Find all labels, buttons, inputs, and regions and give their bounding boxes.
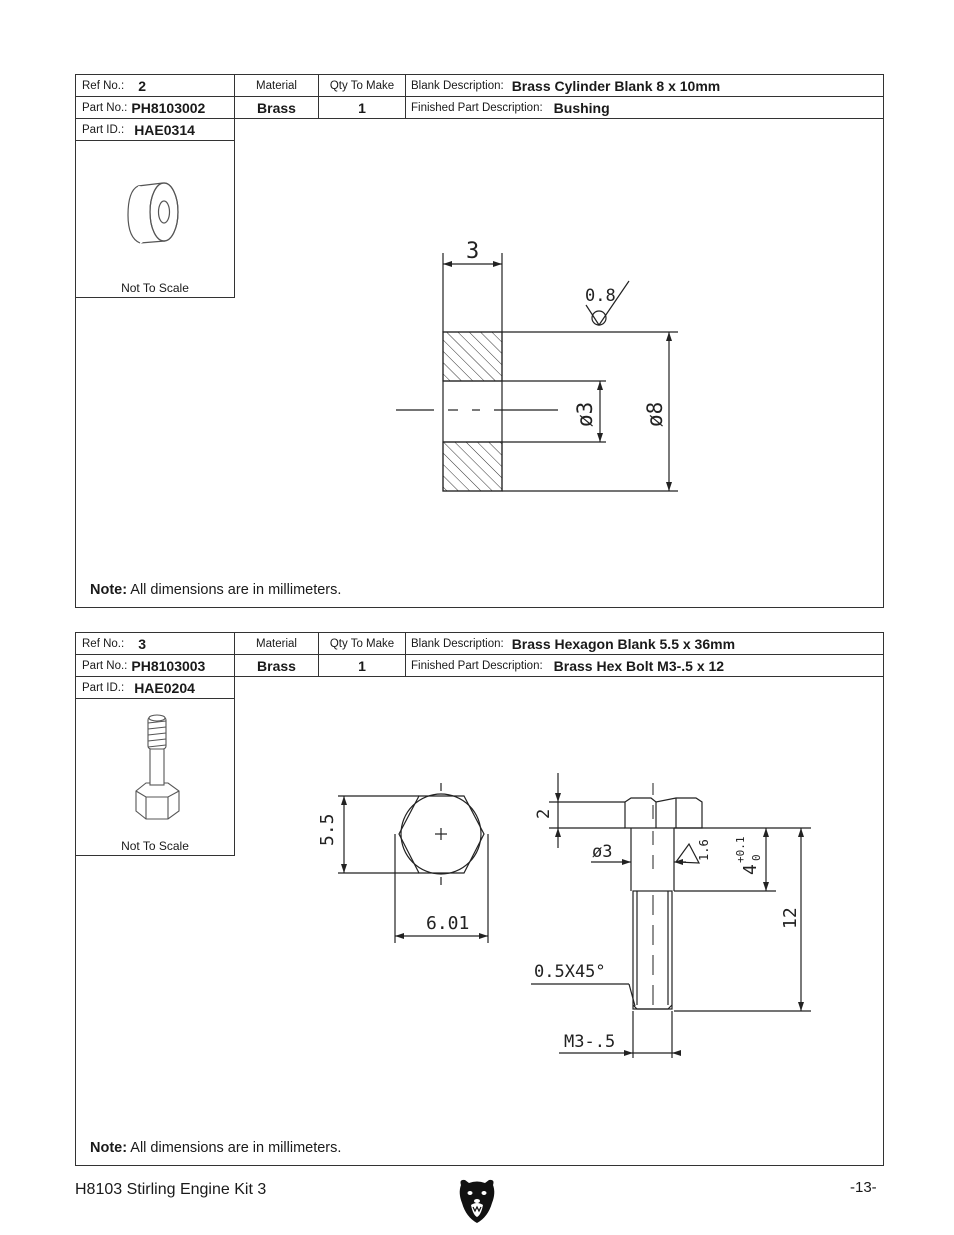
dim-tol-lower-label: 0 [750, 854, 763, 861]
part-id-value: HAE0314 [134, 121, 195, 138]
dim-corners-label: 6.01 [426, 913, 470, 934]
dim-shank-dia-label: ø3 [592, 842, 613, 862]
note [90, 582, 341, 598]
dim-tol-upper-label: +0.1 [734, 836, 747, 863]
dim-inner-dia-label: ø3 [573, 401, 597, 427]
note-text: All dimensions are in millimeters. [127, 1140, 342, 1156]
finished-description-label: Finished Part Description: [411, 659, 543, 672]
qty-value: 1 [358, 657, 366, 674]
note-label: Note: [90, 1140, 128, 1156]
page-number: -13- [850, 1179, 877, 1196]
ref-no-value: 2 [138, 77, 146, 94]
qty-label: Qty To Make [329, 637, 395, 650]
part-sheet-2 [75, 632, 884, 1166]
note-label: Note: [90, 582, 128, 598]
material-value: Brass [257, 99, 296, 116]
finished-description-label: Finished Part Description: [411, 101, 543, 114]
dim-head-label: 2 [534, 808, 554, 819]
material-label: Material [256, 79, 297, 92]
ref-no-value: 3 [138, 635, 146, 652]
footer-title: H8103 Stirling Engine Kit 3 [75, 1181, 267, 1198]
blank-description-label: Blank Description: [411, 79, 504, 92]
dim-thread-label: M3-.5 [564, 1032, 616, 1052]
dim-finish-label: 0.8 [585, 286, 616, 306]
part-sheet-1 [75, 74, 884, 608]
part-no-value: PH8103002 [131, 99, 206, 116]
qty-label: Qty To Make [329, 79, 395, 92]
material-label: Material [256, 637, 297, 650]
dim-tol-length-label: 4 [740, 864, 761, 875]
ref-no-label: Ref No.: [82, 79, 125, 92]
dim-outer-dia-label: ø8 [643, 401, 667, 427]
bushing-drawing [76, 75, 885, 609]
part-id-label: Part ID.: [82, 123, 125, 136]
material-value: Brass [257, 657, 296, 674]
ref-no-label: Ref No.: [82, 637, 125, 650]
dim-finish-label: 1.6 [697, 839, 711, 861]
dim-length-label: 12 [780, 907, 801, 929]
hex-bolt-side-view [76, 633, 885, 1167]
blank-description-value: Brass Cylinder Blank 8 x 10mm [511, 77, 721, 94]
note [90, 1140, 341, 1156]
part-no-label: Part No.: [82, 101, 128, 114]
dim-width-label: 3 [466, 239, 480, 264]
grizzly-bear-logo-icon [457, 1177, 497, 1225]
blank-description-label: Blank Description: [411, 637, 504, 650]
blank-description-value: Brass Hexagon Blank 5.5 x 36mm [511, 635, 736, 652]
part-id-value: HAE0204 [134, 679, 195, 696]
qty-value: 1 [358, 99, 366, 116]
note-text: All dimensions are in millimeters. [127, 582, 342, 598]
finished-description-value: Brass Hex Bolt M3-.5 x 12 [553, 657, 725, 674]
part-no-value: PH8103003 [131, 657, 206, 674]
not-to-scale-label: Not To Scale [121, 281, 189, 295]
part-no-label: Part No.: [82, 659, 128, 672]
dim-flats-label: 5.5 [317, 813, 338, 846]
finished-description-value: Bushing [553, 99, 610, 116]
dim-chamfer-label: 0.5X45° [534, 962, 606, 982]
part-id-label: Part ID.: [82, 681, 125, 694]
not-to-scale-label: Not To Scale [121, 839, 189, 853]
